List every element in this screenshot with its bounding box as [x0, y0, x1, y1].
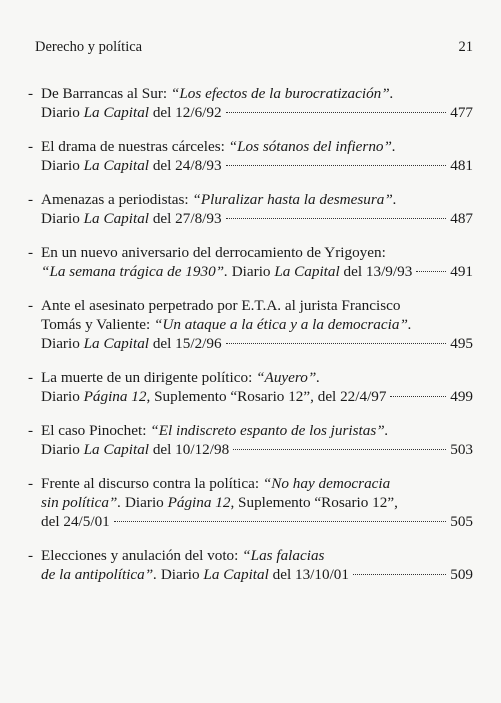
- page-number: 21: [458, 39, 473, 55]
- entry-page-number: 499: [450, 388, 473, 405]
- page-header: [35, 39, 473, 56]
- entry-page-number: 477: [450, 104, 473, 121]
- dot-leader: [416, 271, 446, 272]
- dot-leader: [226, 218, 447, 219]
- toc-entry[interactable]: - La muerte de un dirigente político: “Auyero”. Diario Página 12, Suplemento “Rosario 12”, del 22/4/97 499: [28, 369, 473, 405]
- toc-entry[interactable]: - Amenazas a periodistas: “Pluralizar hasta la desmesura”. Diario La Capital del 27/8/93 487: [28, 191, 473, 227]
- entry-page-number: 491: [450, 263, 473, 280]
- toc-entry[interactable]: - Ante el asesinato perpetrado por E.T.A. al jurista Francisco Tomás y Valiente: “Un ataque a la ética y a la democracia”. Diario La Capital del 15/2/96 495: [28, 297, 473, 352]
- entry-page-number: 495: [450, 335, 473, 352]
- entry-page-number: 503: [450, 441, 473, 458]
- dot-leader: [226, 343, 447, 344]
- dot-leader: [353, 574, 446, 575]
- running-title: Derecho y política: [35, 39, 143, 55]
- toc-entry[interactable]: - Frente al discurso contra la política: “No hay democracia sin política”. Diario Página 12, Suplemento “Rosario 12”, del 24/5/01 505: [28, 475, 473, 530]
- dot-leader: [114, 521, 446, 522]
- entry-page-number: 509: [450, 566, 473, 583]
- dot-leader: [390, 396, 446, 397]
- toc-entry[interactable]: - El drama de nuestras cárceles: “Los sótanos del infierno”. Diario La Capital del 24/8/93 481: [28, 138, 473, 174]
- table-of-contents: [28, 84, 473, 599]
- toc-entry[interactable]: - En un nuevo aniversario del derrocamiento de Yrigoyen: “La semana trágica de 1930”. Diario La Capital del 13/9/93 491: [28, 244, 473, 280]
- toc-entry[interactable]: - De Barrancas al Sur: “Los efectos de la burocratización”. Diario La Capital del 12/6/92 477: [28, 85, 473, 121]
- dot-leader: [226, 165, 447, 166]
- entry-page-number: 505: [450, 513, 473, 530]
- entry-page-number: 481: [450, 157, 473, 174]
- entry-page-number: 487: [450, 210, 473, 227]
- dot-leader: [233, 449, 446, 450]
- dot-leader: [226, 112, 447, 113]
- toc-entry[interactable]: - Elecciones y anulación del voto: “Las falacias de la antipolítica”. Diario La Capital del 13/10/01 509: [28, 547, 473, 583]
- toc-entry[interactable]: - El caso Pinochet: “El indiscreto espanto de los juristas”. Diario La Capital del 10/12/98 503: [28, 422, 473, 458]
